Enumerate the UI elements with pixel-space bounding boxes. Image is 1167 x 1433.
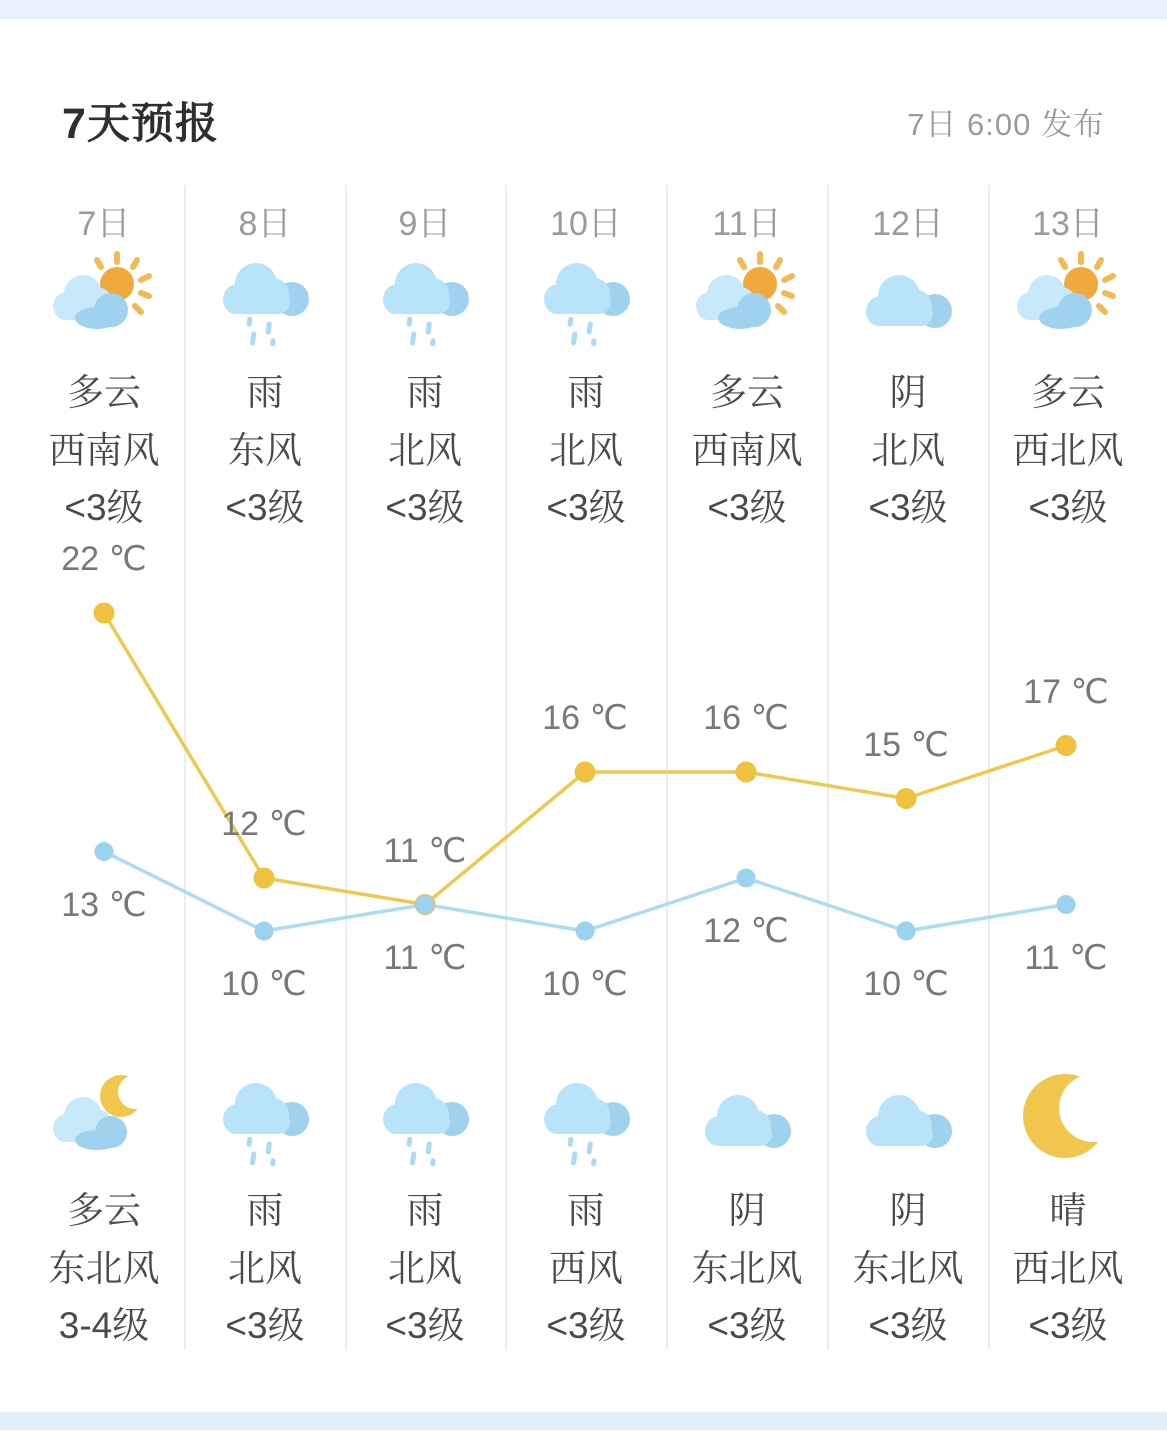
cloudy-icon xyxy=(667,1064,827,1168)
date-label: 9日 xyxy=(398,205,452,243)
day-condition-label: 雨 xyxy=(406,372,444,413)
high-temp-label: 17 ℃ xyxy=(1023,672,1109,711)
bottom-status-strip xyxy=(0,1411,1167,1430)
forecast-column-day12[interactable] xyxy=(828,0,988,1428)
high-temp-label: 11 ℃ xyxy=(383,831,467,870)
night-wind-label: 东北风 xyxy=(852,1248,964,1289)
night-condition-label: 晴 xyxy=(1049,1190,1087,1231)
date-label: 13日 xyxy=(1032,205,1104,243)
rain-icon xyxy=(345,1064,505,1168)
day-wind-label: 西北风 xyxy=(1012,430,1124,471)
day-wind-label: 北风 xyxy=(871,430,945,471)
low-temp-label: 10 ℃ xyxy=(542,965,628,1003)
low-temp-label: 10 ℃ xyxy=(863,965,949,1003)
clear-night-icon xyxy=(988,1064,1148,1168)
day-wind-level: <3级 xyxy=(1028,487,1108,528)
night-condition-label: 雨 xyxy=(406,1190,444,1231)
night-wind-level: <3级 xyxy=(707,1305,787,1346)
forecast-column-day10[interactable] xyxy=(506,0,666,1428)
rain-icon xyxy=(345,244,505,348)
forecast-column-day7[interactable] xyxy=(24,0,184,1428)
day-wind-label: 北风 xyxy=(549,430,623,471)
cloudy-icon xyxy=(828,1064,988,1168)
forecast-column-day13[interactable] xyxy=(988,0,1148,1428)
day-condition-label: 雨 xyxy=(567,372,605,413)
night-wind-level: <3级 xyxy=(546,1305,626,1346)
night-wind-level: <3级 xyxy=(1028,1305,1108,1346)
partly-cloudy-night-icon xyxy=(24,1064,184,1168)
high-temp-label: 15 ℃ xyxy=(863,725,949,764)
day-condition-label: 雨 xyxy=(246,372,284,413)
night-condition-label: 多云 xyxy=(67,1190,141,1231)
night-wind-label: 东北风 xyxy=(48,1248,160,1289)
day-wind-level: <3级 xyxy=(385,487,465,528)
night-wind-label: 西风 xyxy=(549,1248,623,1289)
forecast-column-day9[interactable] xyxy=(345,0,505,1428)
rain-icon xyxy=(506,244,666,348)
date-label: 8日 xyxy=(238,205,292,243)
day-wind-label: 西南风 xyxy=(48,430,160,471)
rain-icon xyxy=(185,244,345,348)
day-wind-level: <3级 xyxy=(546,487,626,528)
day-condition-label: 多云 xyxy=(1031,372,1105,413)
low-temp-label: 13 ℃ xyxy=(61,885,147,924)
date-label: 11日 xyxy=(712,205,782,243)
partly-cloudy-day-icon xyxy=(988,244,1148,348)
forecast-column-day8[interactable] xyxy=(185,0,345,1428)
partly-cloudy-day-icon xyxy=(24,244,184,348)
night-condition-label: 阴 xyxy=(728,1190,766,1231)
high-temp-label: 22 ℃ xyxy=(61,540,147,578)
night-condition-label: 雨 xyxy=(246,1190,284,1231)
date-label: 10日 xyxy=(550,205,622,243)
date-label: 7日 xyxy=(77,205,131,243)
low-temp-label: 10 ℃ xyxy=(221,965,307,1003)
forecast-column-day11[interactable] xyxy=(667,0,827,1428)
high-temp-label: 16 ℃ xyxy=(703,699,789,737)
day-condition-label: 多云 xyxy=(710,372,784,413)
day-wind-level: <3级 xyxy=(225,487,305,528)
page-title: 7天预报 xyxy=(62,100,219,148)
night-wind-level: <3级 xyxy=(868,1305,948,1346)
night-wind-label: 北风 xyxy=(388,1248,462,1289)
low-temp-label: 11 ℃ xyxy=(1024,938,1108,977)
publish-time-label: 7日 6:00 发布 xyxy=(907,107,1105,142)
night-wind-level: 3-4级 xyxy=(58,1305,150,1346)
day-wind-label: 北风 xyxy=(388,430,462,471)
day-condition-label: 阴 xyxy=(889,372,927,413)
day-wind-level: <3级 xyxy=(64,487,144,528)
day-wind-label: 东风 xyxy=(228,430,302,471)
high-temp-label: 12 ℃ xyxy=(221,805,307,843)
day-wind-level: <3级 xyxy=(868,487,948,528)
cloudy-icon xyxy=(828,244,988,348)
night-wind-level: <3级 xyxy=(225,1305,305,1346)
night-wind-label: 东北风 xyxy=(691,1248,803,1289)
night-wind-level: <3级 xyxy=(385,1305,465,1346)
day-condition-label: 多云 xyxy=(67,372,141,413)
day-wind-level: <3级 xyxy=(707,487,787,528)
night-condition-label: 阴 xyxy=(889,1190,927,1231)
night-wind-label: 北风 xyxy=(228,1248,302,1289)
night-wind-label: 西北风 xyxy=(1012,1248,1124,1289)
low-temp-label: 12 ℃ xyxy=(703,912,789,950)
partly-cloudy-day-icon xyxy=(667,244,827,348)
night-condition-label: 雨 xyxy=(567,1190,605,1231)
high-temp-label: 16 ℃ xyxy=(542,699,628,737)
low-temp-label: 11 ℃ xyxy=(383,938,467,977)
rain-icon xyxy=(506,1064,666,1168)
day-wind-label: 西南风 xyxy=(691,430,803,471)
date-label: 12日 xyxy=(872,205,944,243)
rain-icon xyxy=(185,1064,345,1168)
